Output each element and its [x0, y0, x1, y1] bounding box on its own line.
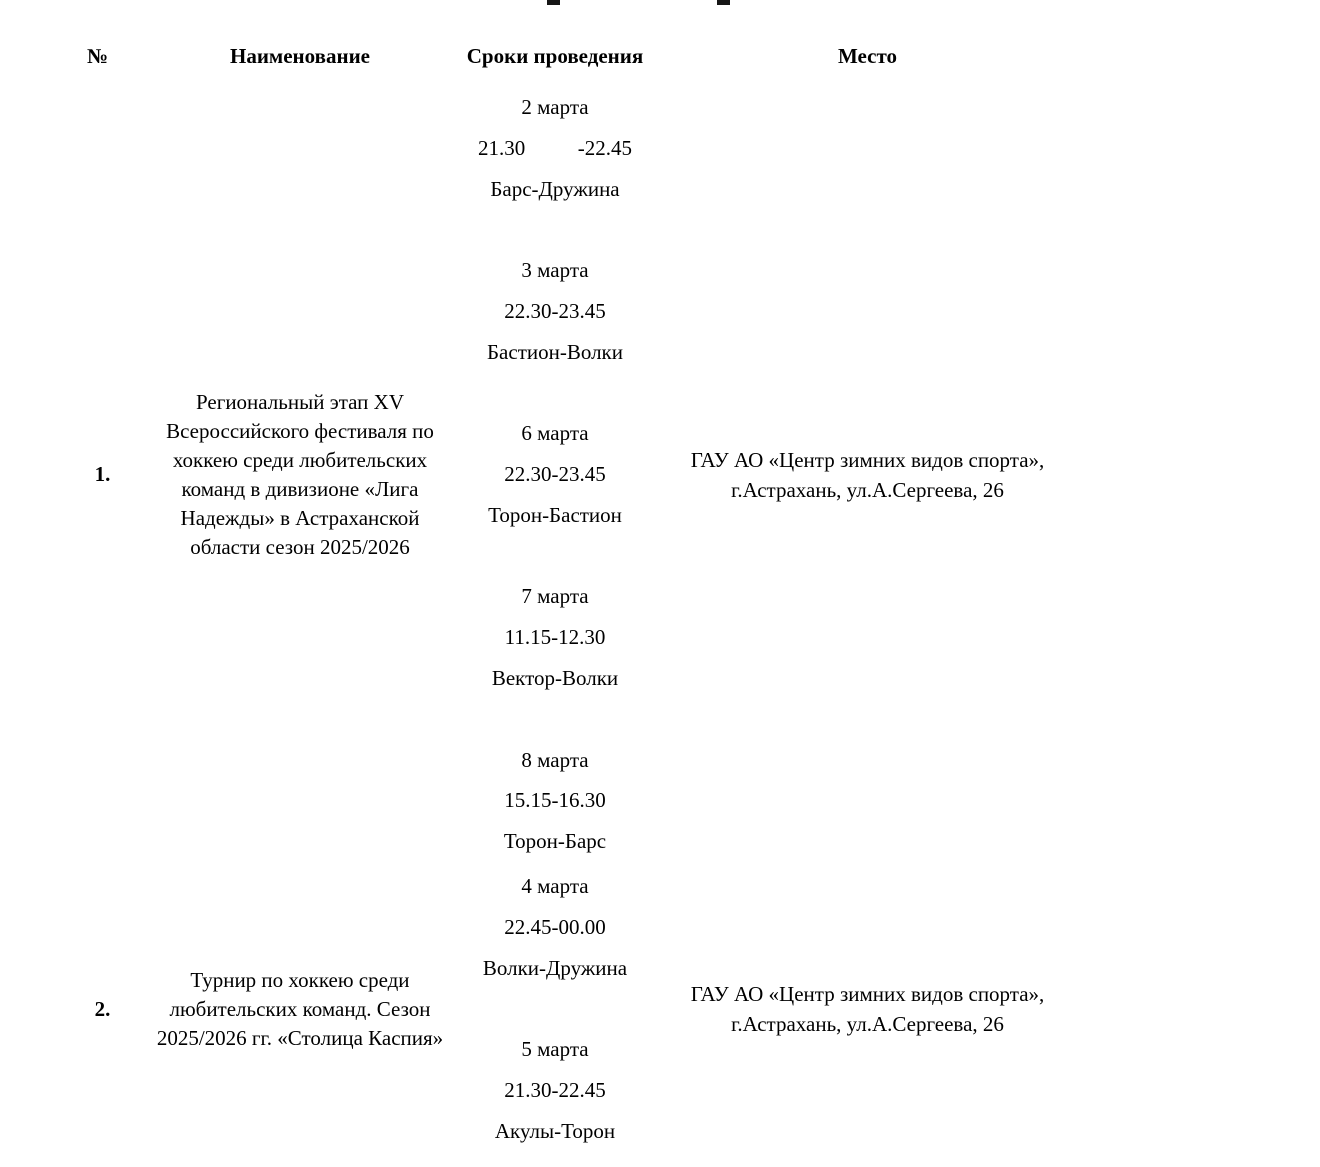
event-name-cell	[135, 87, 465, 862]
game-teams: Барс-Дружина	[490, 176, 620, 201]
game-time: 21.30-22.45	[504, 1077, 606, 1102]
column-header-place: Место	[838, 44, 897, 68]
venue-cell	[645, 87, 1090, 862]
schedule-spacer	[465, 209, 645, 250]
game-teams: Торон-Барс	[503, 829, 607, 854]
game-teams: Акулы-Торон	[494, 1118, 616, 1143]
game-time: 11.15-12.30	[504, 625, 606, 650]
schedule-spacer	[465, 372, 645, 413]
schedule-spacer	[465, 988, 645, 1029]
game-date: 8 марта	[521, 747, 589, 772]
column-header-number: №	[86, 44, 109, 68]
game-date: 5 марта	[521, 1037, 589, 1062]
venue-text: ГАУ АО «Центр зимних видов спорта», г.Астрахань, ул.А.Сергеева, 26	[690, 447, 1045, 502]
game-time: 22.45-00.00	[504, 914, 606, 939]
game-date: 3 марта	[521, 258, 589, 283]
table-header-row	[60, 35, 1090, 87]
event-name-text: Региональный этап XV Всероссийского фестиваля по хоккею среди любительских команд в дивизионе «Лига Надежды» в Астраханской области сезон 2025/2026	[166, 389, 434, 559]
clipped-title-fragment	[547, 0, 560, 5]
schedule-cell	[465, 862, 645, 1156]
venue-cell	[645, 862, 1090, 1156]
row-number: 2.	[94, 996, 111, 1021]
venue-text: ГАУ АО «Центр зимних видов спорта», г.Астрахань, ул.А.Сергеева, 26	[690, 982, 1045, 1036]
game-teams: Волки-Дружина	[482, 955, 628, 980]
table-row	[60, 862, 1090, 1156]
event-name-cell	[135, 862, 465, 1156]
game-date: 6 марта	[521, 421, 589, 446]
table-row	[60, 87, 1090, 862]
game-time: 15.15-16.30	[504, 788, 606, 813]
game-date: 7 марта	[521, 584, 589, 609]
game-time: 21.30 -22.45	[478, 135, 632, 160]
schedule-table	[60, 35, 1090, 1156]
clipped-title-fragment	[717, 0, 730, 5]
schedule-cell	[465, 87, 645, 862]
game-time: 22.30-23.45	[504, 462, 606, 487]
game-teams: Бастион-Волки	[487, 339, 623, 364]
row-number: 1.	[94, 462, 111, 486]
game-date: 2 марта	[521, 95, 589, 119]
column-header-dates: Сроки проведения	[466, 44, 644, 68]
game-time: 22.30-23.45	[504, 298, 606, 323]
game-teams: Вектор-Волки	[491, 665, 619, 690]
game-date: 4 марта	[521, 874, 589, 898]
game-teams: Торон-Бастион	[488, 502, 622, 527]
column-header-name: Наименование	[230, 44, 370, 68]
schedule-spacer	[465, 536, 645, 577]
event-name-text: Турнир по хоккею среди любительских команд. Сезон 2025/2026 гг. «Столица Каспия»	[156, 967, 444, 1050]
schedule-spacer	[465, 699, 645, 740]
